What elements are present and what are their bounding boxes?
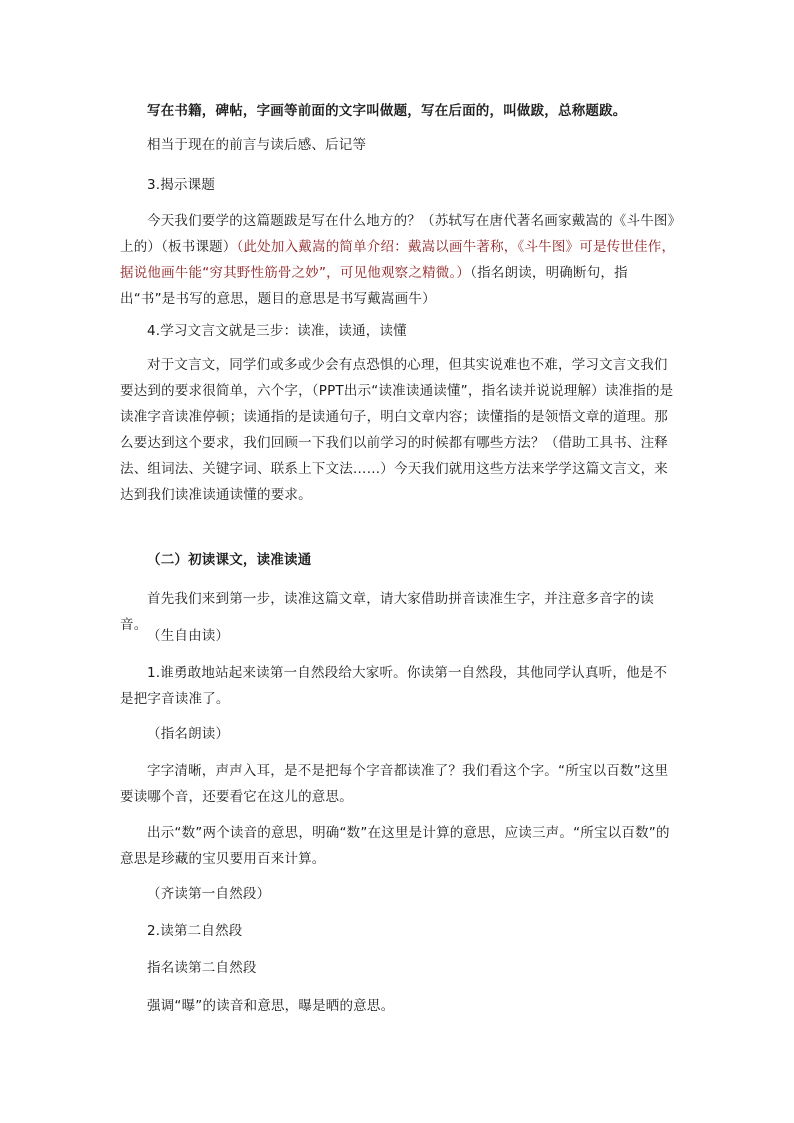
daisong-intro: （此处加入戴嵩的简单介绍：戴嵩以画牛著称，《斗牛图》可是传世佳作，据说他画牛能“穷其野性筋骨之妙”，可见他观察之精微。） — [120, 239, 676, 281]
named-reading-note: （指名朗读） — [147, 726, 230, 742]
named-reading-second: 指名读第二自然段 — [147, 960, 257, 976]
section-2-heading: （二）初读课文，读准读通 — [147, 552, 312, 568]
paragraph-topic — [120, 208, 680, 312]
paragraph-pronunciation: 字字清晰，声声入耳，是不是把每个字音都读准了？我们看这个字。“所宝以百数”这里要读哪个音，还要看它在这儿的意思。 — [120, 763, 669, 805]
paragraph-read-first: 1.谁勇敢地站起来读第一自然段给大家听。你读第一自然段，其他同学认真听，他是不是把字音读准了。 — [120, 665, 668, 707]
topic-question: 今天我们要学的这篇题跋是写在什么地方的？（苏轼写在唐代著名画家戴嵩的《斗牛图》上的）（板书课题） — [120, 213, 675, 255]
paragraph-first-step: 首先我们来到第一步，读准这篇文章，请大家借助拼音读准生字，并注意多音字的读音。 — [120, 591, 654, 633]
choral-reading-note: （齐读第一自然段） — [147, 886, 271, 902]
paragraph-definition: 写在书籍，碑帖，字画等前面的文字叫做题，写在后面的，叫做跋，总称题跋。 — [147, 103, 627, 119]
free-reading-note: （生自由读） — [147, 628, 230, 644]
paragraph-pu-meaning: 强调“曝”的读音和意思，曝是晒的意思。 — [147, 998, 395, 1014]
paragraph-method: 对于文言文，同学们或多或少会有点恐惧的心理，但其实说难也不难，学习文言文我们要达到的要求很简单，六个字，（PPT出示“读准读通读懂”，指名读并说说理解）读准指的是读准字音读准停顿；读通指的是读通句子，明白文章内容；读懂指的是领悟文章的道理。那么要达到这个要求，我们回顾一下我们以前学习的时候都有哪些方法？（借助工具书、注释法、组词法、关键字词、联系上下文法……）今天我们就用这些方法来学学这篇文言文，来达到我们读准读通读懂的要求。 — [120, 357, 674, 503]
step-3-heading: 3.揭示课题 — [147, 177, 216, 193]
step-2-heading: 2.读第二自然段 — [147, 923, 243, 939]
step-4-heading: 4.学习文言文就是三步：读准，读通，读懂 — [147, 323, 407, 339]
paragraph-equivalent: 相当于现在的前言与读后感、后记等 — [147, 137, 367, 153]
paragraph-shu-meaning: 出示“数”两个读音的意思，明确“数”在这里是计算的意思，应读三声。“所宝以百数”的意思是珍藏的宝贝要用百来计算。 — [120, 825, 670, 867]
reading-instruction: （指名朗读，明确断句，指出“书”是书写的意思，题目的意思是书写戴嵩画牛） — [120, 265, 628, 307]
